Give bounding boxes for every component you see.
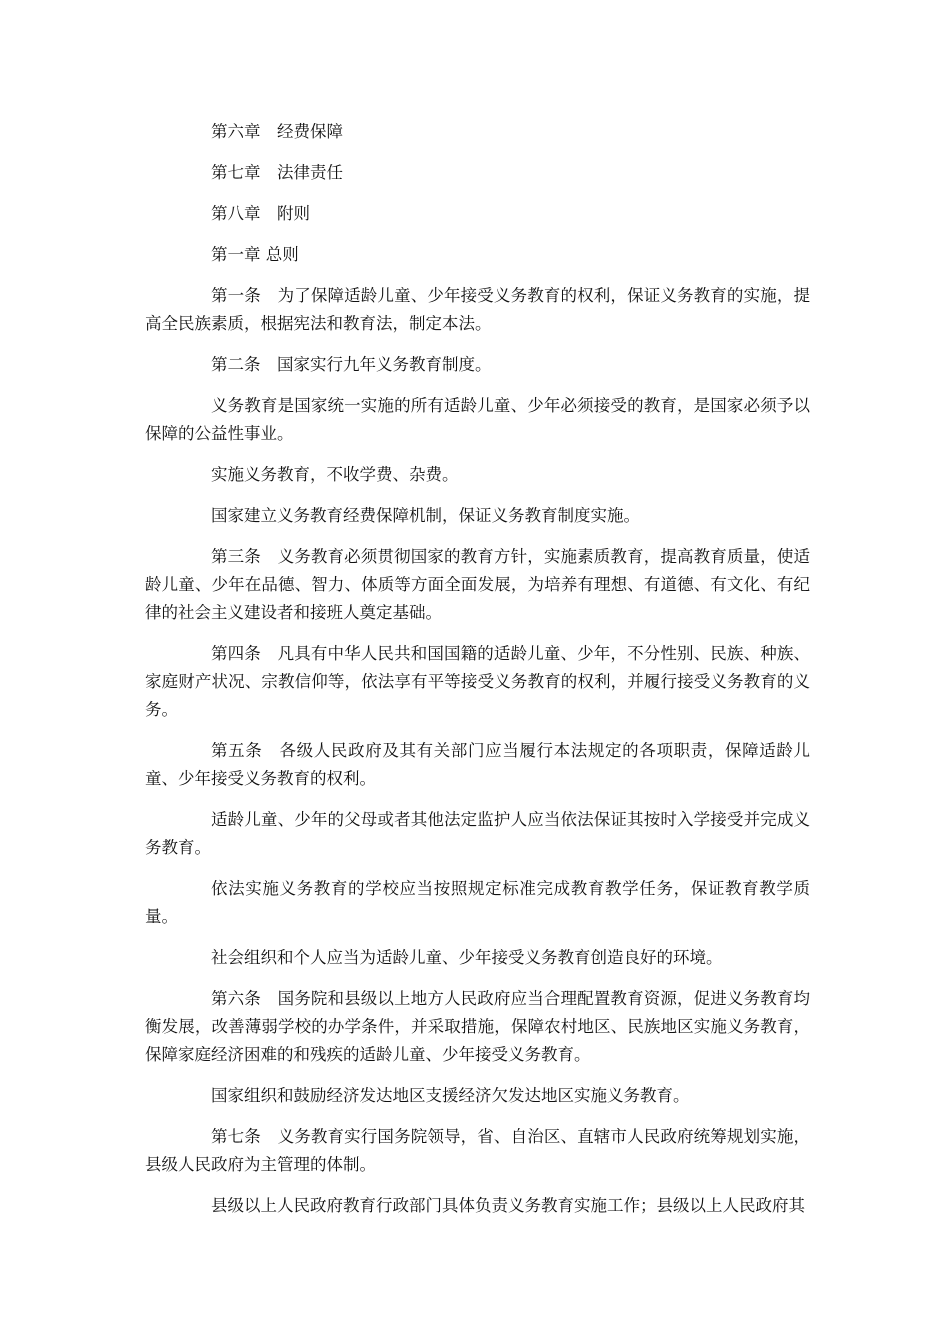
article-1: 第一条 为了保障适龄儿童、少年接受义务教育的权利，保证义务教育的实施，提高全民族素质，根据宪法和教育法，制定本法。 — [145, 286, 810, 333]
article-3: 第三条 义务教育必须贯彻国家的教育方针，实施素质教育，提高教育质量，使适龄儿童、少年在品德、智力、体质等方面全面发展，为培养有理想、有道德、有文化、有纪律的社会主义建设者和接班人奠定基础。 — [145, 547, 810, 622]
article-6: 第六条 国务院和县级以上地方人民政府应当合理配置教育资源，促进义务教育均衡发展，改善薄弱学校的办学条件，并采取措施，保障农村地区、民族地区实施义务教育，保障家庭经济困难的和残疾的适龄儿童、少年接受义务教育。 — [145, 989, 810, 1064]
toc-chapter-6: 第六章 经费保障 — [211, 122, 343, 141]
toc-chapter-7: 第七章 法律责任 — [211, 163, 343, 182]
article-6-para-2: 国家组织和鼓励经济发达地区支援经济欠发达地区实施义务教育。 — [211, 1086, 690, 1105]
article-7-para-2: 县级以上人民政府教育行政部门具体负责义务教育实施工作；县级以上人民政府其 — [211, 1196, 805, 1215]
article-2-para-3: 实施义务教育，不收学费、杂费。 — [211, 465, 459, 484]
article-4: 第四条 凡具有中华人民共和国国籍的适龄儿童、少年，不分性别、民族、种族、家庭财产状况、宗教信仰等，依法享有平等接受义务教育的权利，并履行接受义务教育的义务。 — [145, 644, 810, 719]
article-5-para-3: 依法实施义务教育的学校应当按照规定标准完成教育教学任务，保证教育教学质量。 — [145, 879, 810, 926]
article-2-para-4: 国家建立义务教育经费保障机制，保证义务教育制度实施。 — [211, 506, 640, 525]
chapter-1-heading: 第一章 总则 — [211, 245, 299, 264]
article-5: 第五条 各级人民政府及其有关部门应当履行本法规定的各项职责，保障适龄儿童、少年接受义务教育的权利。 — [145, 741, 810, 788]
toc-chapter-8: 第八章 附则 — [211, 204, 310, 223]
article-7: 第七条 义务教育实行国务院领导，省、自治区、直辖市人民政府统筹规划实施，县级人民政府为主管理的体制。 — [145, 1127, 810, 1174]
article-5-para-4: 社会组织和个人应当为适龄儿童、少年接受义务教育创造良好的环境。 — [211, 948, 723, 967]
article-2: 第二条 国家实行九年义务教育制度。 — [211, 355, 492, 374]
article-5-para-2: 适龄儿童、少年的父母或者其他法定监护人应当依法保证其按时入学接受并完成义务教育。 — [145, 810, 810, 857]
document-body — [145, 118, 810, 1233]
article-2-para-2: 义务教育是国家统一实施的所有适龄儿童、少年必须接受的教育，是国家必须予以保障的公益性事业。 — [145, 396, 810, 443]
